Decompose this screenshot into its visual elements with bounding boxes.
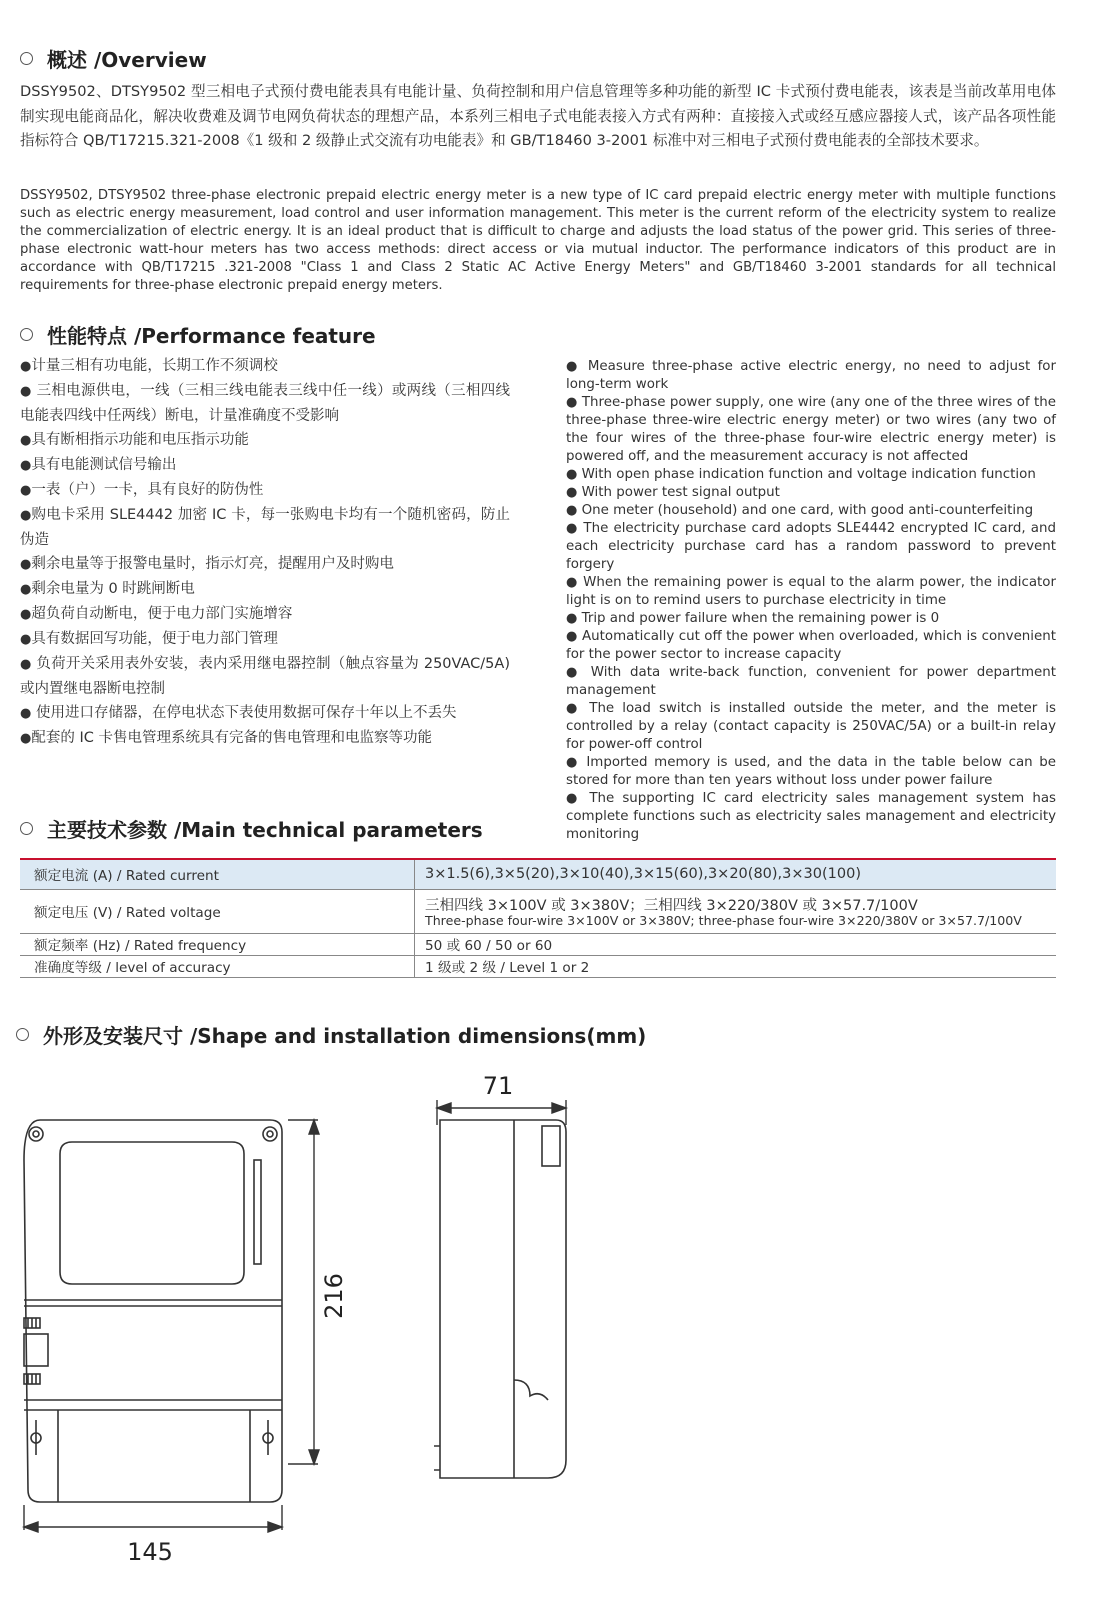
- performance-title: 性能特点 /Performance feature: [47, 324, 376, 348]
- dimension-drawing: [0, 1040, 1093, 1600]
- list-item: ●剩余电量等于报警电量时，指示灯亮，提醒用户及时购电: [20, 556, 394, 572]
- circle-icon: [20, 328, 33, 341]
- list-item: ● With power test signal output: [566, 485, 780, 500]
- table-row: [20, 955, 1056, 977]
- param-value: 3×1.5(6),3×5(20),3×10(40),3×15(60),3×20(80),3×30(100): [415, 859, 1057, 889]
- list-item: ● 三相电源供电，一线（三相三线电能表三线中任一线）或两线（三相四线电能表四线中任两线）断电，计量准确度不受影响: [20, 383, 511, 424]
- param-label: 额定电流 (A) / Rated current: [20, 859, 415, 889]
- list-item: ● Three-phase power supply, one wire (any one of the three wires of the three-phase three-wire electric energy meter) or two wires (any two of the four wires of the three-phase four-wire electric energy meter) is powered off, and the measurement accuracy is not affected: [566, 395, 1056, 464]
- overview-en-text: DSSY9502, DTSY9502 three-phase electronic prepaid electric energy meter is a new type of IC card prepaid electric energy meter with multiple functions such as electric energy measurement, load control and user information management. This meter is the current reform of the electricity system to realize the commercialization of electric energy. It is an ideal product that is difficult to charge and adjusts the load status of the power grid. This series of three-phase electronic watt-hour meters has two access methods: direct access or via mutual inductor. The performance indicators of this product are in accordance with QB/T17215 .321-2008 "Class 1 and Class 2 Static AC Active Energy Meters" and GB/T18460 3-2001 standards for all technical requirements for three-phase electronic prepaid energy meters.: [20, 188, 1056, 293]
- params-table: [20, 858, 1056, 978]
- list-item: ● The load switch is installed outside the meter, and the meter is controlled by a relay (contact capacity is 250VAC/5A) or a built-in relay for power-off control: [566, 701, 1056, 752]
- performance-zh-list: [20, 354, 510, 751]
- list-item: ● The electricity purchase card adopts SLE4442 encrypted IC card, and each electricity purchase card has a random password to prevent forgery: [566, 521, 1056, 572]
- list-item: ● 使用进口存储器，在停电状态下表使用数据可保存十年以上不丢失: [20, 705, 457, 721]
- meter-window: [60, 1142, 244, 1284]
- list-item: ● Automatically cut off the power when overloaded, which is convenient for the power sector to increase capacity: [566, 629, 1056, 662]
- overview-heading: [20, 44, 207, 73]
- list-item: ●剩余电量为 0 时跳闸断电: [20, 581, 195, 597]
- param-value-cell: [415, 889, 1057, 933]
- list-item: ● Imported memory is used, and the data in the table below can be stored for more than ten years without loss under power failure: [566, 755, 1057, 788]
- param-label: 额定电压 (V) / Rated voltage: [20, 889, 415, 933]
- list-item: ●计量三相有功电能，长期工作不须调校: [20, 358, 278, 374]
- circle-icon: [20, 52, 33, 65]
- params-title: 主要技术参数 /Main technical parameters: [47, 818, 483, 842]
- performance-heading: [20, 320, 376, 349]
- param-value: 三相四线 3×100V 或 3×380V；三相四线 3×220/380V 或 3×57.7/100V: [425, 898, 918, 914]
- param-value-sub: Three-phase four-wire 3×100V or 3×380V; three-phase four-wire 3×220/380V or 3×57.7/100V: [425, 913, 1022, 928]
- list-item: ●超负荷自动断电，便于电力部门实施增容: [20, 606, 293, 622]
- list-item: ● With data write-back function, convenient for power department management: [566, 665, 1056, 698]
- param-label: 准确度等级 / level of accuracy: [20, 955, 415, 977]
- list-item: ● The supporting IC card electricity sales management system has complete functions such as electricity sales management and electricity monitoring: [566, 791, 1057, 842]
- list-item: ●一表（户）一卡，具有良好的防伪性: [20, 482, 264, 498]
- meter-side-outline: [440, 1120, 566, 1478]
- table-row: [20, 859, 1056, 889]
- params-heading: [20, 814, 483, 843]
- param-label: 额定频率 (Hz) / Rated frequency: [20, 933, 415, 955]
- overview-zh-text: DSSY9502、DTSY9502 型三相电子式预付费电能表具有电能计量、负荷控制和用户信息管理等多种功能的新型 IC 卡式预付费电能表，该表是当前改革用电体制实现电能商品化，解决收费难及调节电网负荷状态的理想产品，本系列三相电子式电能表接入方式有两种：直接接入式或经互感应器接人式，该产品各项性能指标符合 QB/T17215.321-2008《1 级和 2 级静止式交流有功电能表》和 GB/T18460 3-2001 标准中对三相电子式预付费电能表的全部技术要求。: [20, 83, 1056, 149]
- height-label: 216: [320, 1273, 348, 1319]
- list-item: ● One meter (household) and one card, with good anti-counterfeiting: [566, 503, 1034, 518]
- table-row: [20, 889, 1056, 933]
- depth-label: 71: [482, 1072, 514, 1100]
- list-item: ●具有数据回写功能，便于电力部门管理: [20, 631, 278, 647]
- list-item: ●具有断相指示功能和电压指示功能: [20, 432, 249, 448]
- list-item: ● Trip and power failure when the remaining power is 0: [566, 611, 940, 626]
- list-item: ●购电卡采用 SLE4442 加密 IC 卡，每一张购电卡均有一个随机密码，防止伪造: [20, 507, 510, 548]
- circle-icon: [20, 822, 33, 835]
- param-value: 50 或 60 / 50 or 60: [415, 933, 1057, 955]
- list-item: ● Measure three-phase active electric energy, no need to adjust for long-term work: [566, 359, 1056, 392]
- param-value: 1 级或 2 级 / Level 1 or 2: [415, 955, 1057, 977]
- performance-en-list: [566, 358, 1056, 844]
- table-row: [20, 933, 1056, 955]
- dimensions-title: 外形及安装尺寸 /Shape and installation dimensions(mm): [43, 1024, 647, 1048]
- list-item: ● When the remaining power is equal to the alarm power, the indicator light is on to remind users to purchase electricity in time: [566, 575, 1056, 608]
- list-item: ● 负荷开关采用表外安装，表内采用继电器控制（触点容量为 250VAC/5A) 或内置继电器断电控制: [20, 656, 510, 697]
- list-item: ●具有电能测试信号输出: [20, 457, 177, 473]
- overview-title: 概述 /Overview: [47, 48, 207, 72]
- list-item: ●配套的 IC 卡售电管理系统具有完备的售电管理和电监察等功能: [20, 730, 432, 746]
- list-item: ● With open phase indication function and voltage indication function: [566, 467, 1036, 482]
- width-label: 145: [127, 1538, 173, 1566]
